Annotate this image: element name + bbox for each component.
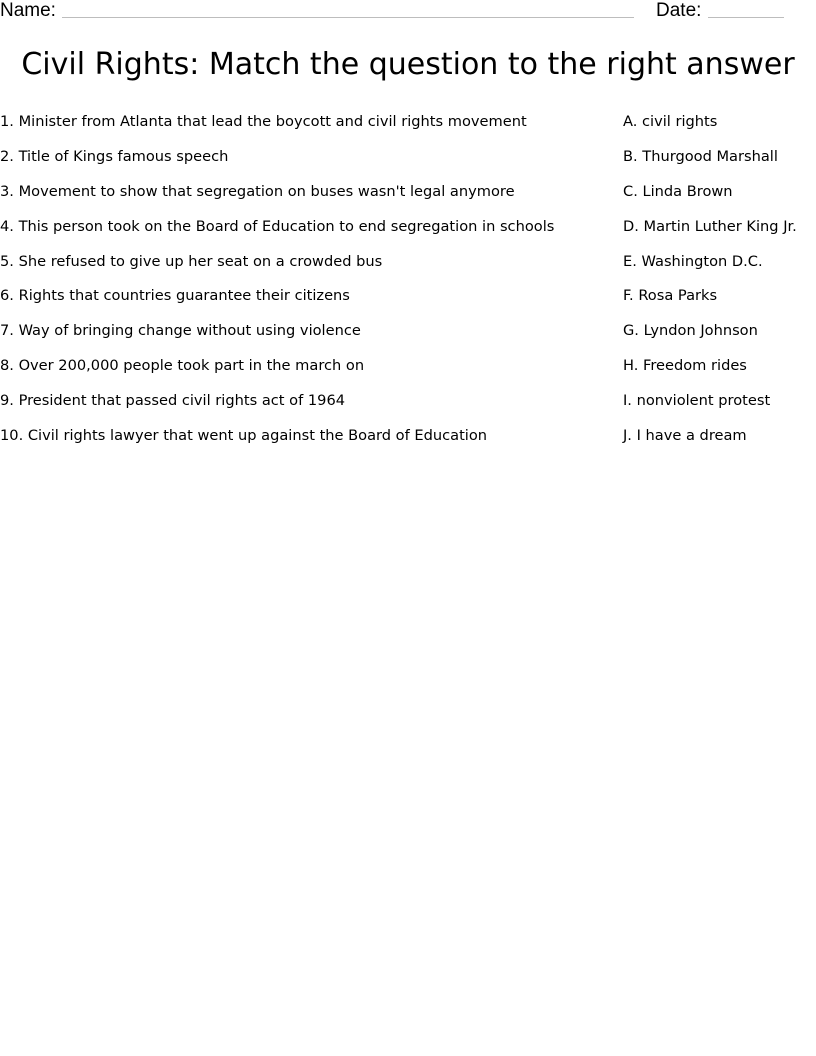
answer-item: I. nonviolent protest <box>623 392 771 410</box>
name-line <box>62 17 634 18</box>
question-item: 3. Movement to show that segregation on buses wasn't legal anymore <box>0 182 515 200</box>
answer-item: B. Thurgood Marshall <box>623 147 778 165</box>
question-item: 8. Over 200,000 people took part in the march on <box>0 357 365 375</box>
answer-item: D. Martin Luther King Jr. <box>623 217 797 235</box>
answer-item: H. Freedom rides <box>623 357 747 375</box>
question-item: 9. President that passed civil rights act of 1964 <box>0 392 346 410</box>
answer-item: A. civil rights <box>623 113 718 130</box>
answer-list <box>623 110 813 459</box>
date-label: Date: <box>656 0 702 21</box>
question-item: 1. Minister from Atlanta that lead the boycott and civil rights movement <box>0 113 527 130</box>
question-item: 7. Way of bringing change without using violence <box>0 322 361 340</box>
answer-item: E. Washington D.C. <box>623 252 763 270</box>
question-item: 6. Rights that countries guarantee their citizens <box>0 287 350 305</box>
question-list <box>0 110 600 459</box>
question-item: 5. She refused to give up her seat on a crowded bus <box>0 252 383 270</box>
question-item: 4. This person took on the Board of Education to end segregation in schools <box>0 217 555 235</box>
worksheet-header <box>0 0 816 24</box>
question-item: 10. Civil rights lawyer that went up against the Board of Education <box>0 427 488 445</box>
answer-item: J. I have a dream <box>623 427 747 445</box>
date-line <box>708 17 784 18</box>
worksheet-title: Civil Rights: Match the question to the right answer <box>21 47 795 82</box>
name-label: Name: <box>0 0 56 21</box>
question-item: 2. Title of Kings famous speech <box>0 147 229 165</box>
answer-item: G. Lyndon Johnson <box>623 322 758 340</box>
answer-item: F. Rosa Parks <box>623 287 718 305</box>
answer-item: C. Linda Brown <box>623 182 733 200</box>
